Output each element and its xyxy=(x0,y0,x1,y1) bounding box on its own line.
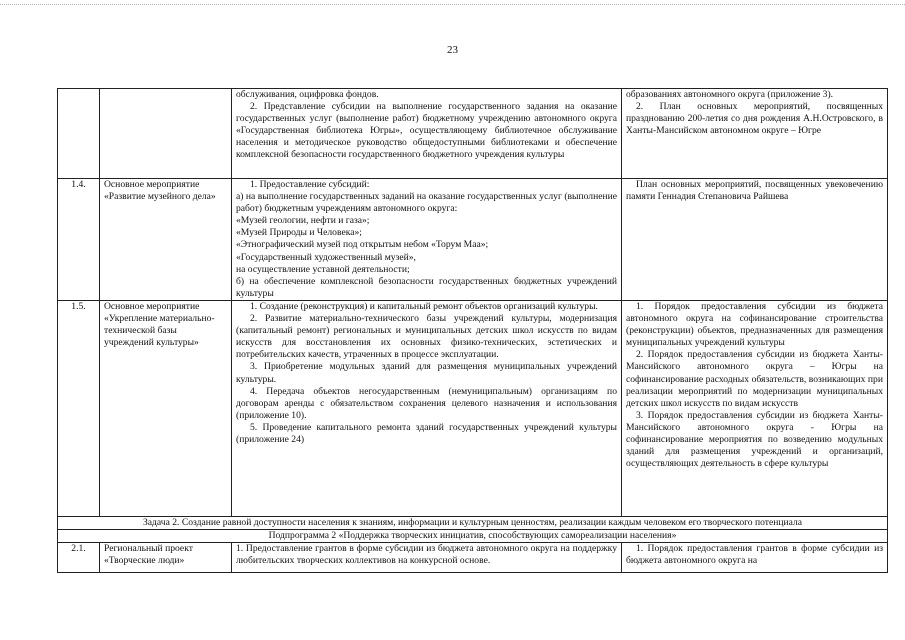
result-paragraph: 2. План основных мероприятий, посвященных празднованию 200-летия со дня рождения А.Н.Островского, в Ханты-Мансийском автономном округе – Югре xyxy=(626,101,883,137)
activity-paragraph: 1. Предоставление грантов в форме субсидии из бюджета автономного округа на поддержку любительских творческих коллективов на конкурсной основе. xyxy=(236,543,617,567)
row-activity xyxy=(232,179,622,301)
activity-paragraph: «Этнографический музей под открытым небом «Торум Маа»; xyxy=(236,239,489,251)
activity-paragraph: «Государственный художественный музей», xyxy=(236,251,416,263)
row-result xyxy=(622,179,888,301)
activity-paragraph: обслуживания, оцифровка фондов. xyxy=(236,89,379,100)
row-measure-name: Региональный проект «Творческие люди» xyxy=(100,543,232,573)
row-result xyxy=(622,301,888,517)
row-number: 2.1. xyxy=(58,543,100,573)
table-row xyxy=(58,517,888,530)
table-row xyxy=(58,301,888,517)
activity-paragraph: «Музей геологии, нефти и газа»; xyxy=(236,215,370,227)
row-measure-name: Основное мероприятие «Развитие музейного дела» xyxy=(100,179,232,301)
row-activity xyxy=(232,543,622,573)
subprogram-heading: Подпрограмма 2 «Поддержка творческих инициатив, способствующих самореализации населения» xyxy=(58,530,888,543)
activity-paragraph: 5. Проведение капитального ремонта зданий государственных учреждений культуры (приложение 24) xyxy=(236,421,617,446)
result-paragraph: 3. Порядок предоставления субсидии из бюджета Ханты-Мансийского автономного округа - Югры на софинансирование мероприятия по возведению модульных зданий для размещения учреждений и организаций, осуществляющих деятельность в сфере культуры xyxy=(626,409,883,470)
row-number xyxy=(58,89,100,179)
row-result xyxy=(622,89,888,179)
row-result xyxy=(622,543,888,573)
row-measure-name: Основное мероприятие «Укрепление материально-технической базы учреждений культуры» xyxy=(100,301,232,517)
activity-paragraph: 2. Представление субсидии на выполнение государственного задания на оказание государственных услуг (выполнение работ) бюджетному учреждению автономного округа «Государственная библиотека Югры», осуществляющему библиотечное обслуживание населения и методическое руководство общедоступными библиотеками и обеспечение комплексной безопасности государственного бюджетного учреждения культуры xyxy=(236,101,617,161)
result-paragraph: 2. Порядок предоставления субсидии из бюджета Ханты-Мансийского автономного округа – Югры на софинансирование расходных обязательств, возникающих при реализации мероприятий по модернизации муниципальных детских школ искусств по видам искусств xyxy=(626,349,883,409)
result-paragraph: План основных мероприятий, посвященных увековечению памяти Геннадия Степановича Райшева xyxy=(626,179,883,203)
result-paragraph: 1. Порядок предоставления грантов в форме субсидии из бюджета автономного округа на xyxy=(626,543,883,567)
activity-paragraph: «Музей Природы и Человека»; xyxy=(236,227,362,239)
row-number: 1.4. xyxy=(58,179,100,301)
scan-top-edge xyxy=(0,4,905,5)
page-number: 23 xyxy=(447,44,458,56)
activity-paragraph: 3. Приобретение модульных зданий для размещения муниципальных учреждений культуры. xyxy=(236,361,617,385)
task-heading: Задача 2. Создание равной доступности населения к знаниям, информации и культурным ценностям, реализации каждым человеком его творческого потенциала xyxy=(58,517,888,530)
activity-paragraph: на осуществление уставной деятельности; xyxy=(236,263,410,275)
row-number: 1.5. xyxy=(58,301,100,517)
activity-paragraph: 1. Создание (реконструкция) и капитальный ремонт объектов организаций культуры. xyxy=(250,301,598,312)
table-row xyxy=(58,179,888,301)
row-activity xyxy=(232,89,622,179)
row-activity xyxy=(232,301,622,517)
result-paragraph: образованиях автономного округа (приложение 3). xyxy=(626,89,834,100)
activity-paragraph: 4. Передача объектов негосударственным (немуниципальным) организациям по договорам аренды с обязательством сохранения целевого назначения и использования (приложение 10). xyxy=(236,385,617,421)
result-paragraph: 1. Порядок предоставления субсидии из бюджета автономного округа на софинансирование строительства (реконструкции) объектов, предназначенных для размещения муниципальных учреждений культуры xyxy=(626,301,883,349)
measures-table xyxy=(57,88,888,573)
row-measure-name xyxy=(100,89,232,179)
activity-paragraph: б) на обеспечение комплексной безопасности государственных бюджетных учреждений культуры xyxy=(236,275,617,299)
activity-paragraph: 2. Развитие материально-технического базы учреждений культуры, модернизация (капитальный ремонт) региональных и муниципальных детских школ искусств по видам искусств для восстановления их основных физико-технических, эстетических и потребительских качеств, утраченных в процессе эксплуатации. xyxy=(236,313,617,361)
table-row xyxy=(58,530,888,543)
activity-paragraph: 1. Предоставление субсидий: xyxy=(250,179,370,190)
table-row xyxy=(58,543,888,573)
table-row xyxy=(58,89,888,179)
activity-paragraph: а) на выполнение государственных заданий на оказание государственных услуг (выполнение работ) бюджетным учреждениям автономного округа: xyxy=(236,191,617,215)
